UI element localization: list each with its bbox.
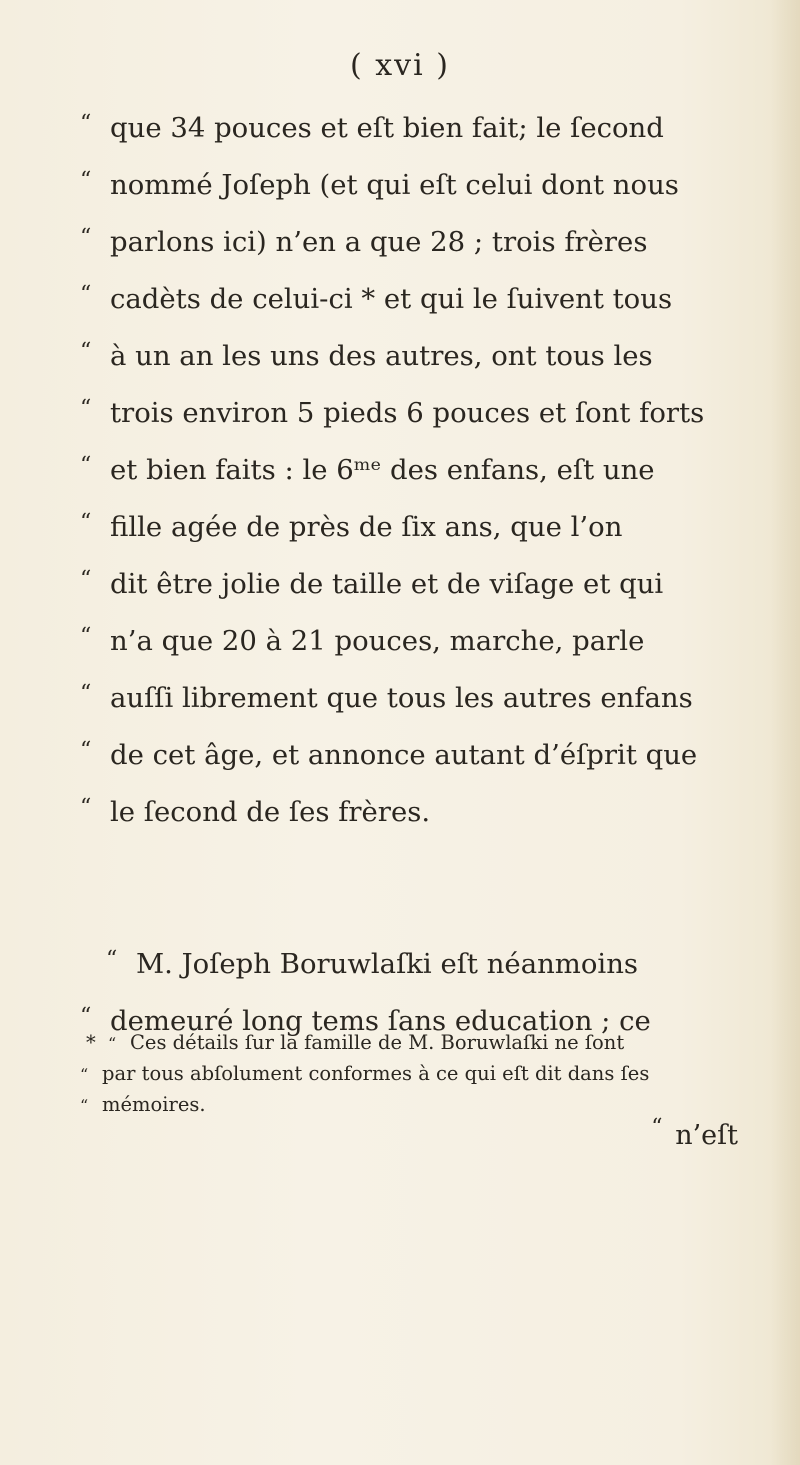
text-line: “ à un an les uns des autres, ont tous les — [80, 339, 653, 372]
footnote-line: * “ Ces détails ſur la famille de M. Boruwlaſki ne ſont — [80, 1027, 750, 1058]
page-edge-shadow — [770, 0, 800, 1465]
text-line: “ auſſi librement que tous les autres enfans — [80, 681, 693, 714]
text-line: “ M. Joſeph Boruwlaſki eſt néanmoins — [106, 947, 639, 980]
text-line: “ nommé Joſeph (et qui eſt celui dont nous — [80, 168, 679, 201]
text-line: “ de cet âge, et annonce autant d’éſprit que — [80, 738, 698, 771]
text-line: “ fille agée de près de ſix ans, que l’on — [80, 510, 623, 543]
footnote — [80, 1027, 750, 1120]
text-line: “ le ſecond de ſes frères. — [80, 795, 431, 828]
text-line: “ parlons ici) n’en a que 28 ; trois frères — [80, 225, 648, 258]
footnote-line: “ par tous abſolument conformes à ce qui eſt dit dans ſes — [80, 1062, 650, 1085]
text-line: “ n’a que 20 à 21 pouces, marche, parle — [80, 624, 645, 657]
text-line: “ demeuré long tems ſans education ; ce — [80, 1004, 651, 1037]
text-line: “ cadèts de celui-ci * et qui le ſuivent tous — [80, 282, 673, 315]
text-line: “ que 34 pouces et eſt bien fait; le ſecond — [80, 111, 664, 144]
paragraph-1 — [80, 100, 740, 841]
text-line: “ trois environ 5 pieds 6 pouces et ſont forts — [80, 396, 705, 429]
text-line: “ et bien faits : le 6ᵐᵉ des enfans, eſt une — [80, 453, 655, 486]
page-number-header: ( xvi ) — [350, 48, 450, 83]
text-line: “ dit être jolie de taille et de viſage et qui — [80, 567, 664, 600]
catchword: “ n’eſt — [651, 1115, 738, 1151]
footnote-marker: * — [86, 1031, 96, 1054]
footnote-line: “ mémoires. — [80, 1093, 206, 1116]
